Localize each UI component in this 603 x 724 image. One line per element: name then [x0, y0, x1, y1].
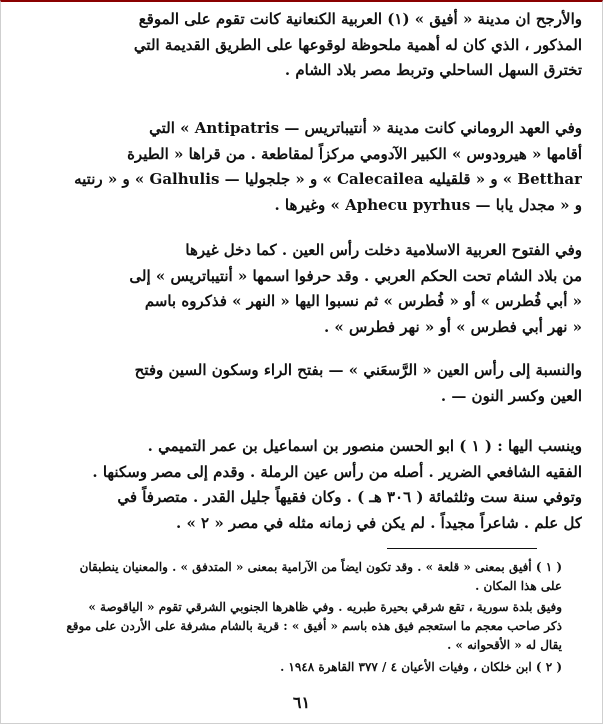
footnote-line: ( ٢ ) ابن خلكان ، وفيات الأعيان ٤ / ٣٧٧ القاهرة ١٩٤٨ . [280, 660, 562, 674]
text-line: المذكور ، الذي كان له أهمية ملحوظة لوقوعها على الطريق القديمة التي [133, 35, 582, 54]
text-line: تخترق السهل الساحلي وتربط مصر بلاد الشام . [284, 61, 582, 79]
text-line: أقامها « هيرودوس » الكبير الآدومي مركزاً لمقاطعة . من قراها « الطيرة [127, 144, 582, 163]
text-line: العين وكسر النون — . [440, 386, 582, 405]
footnote-divider [387, 548, 537, 549]
footnote-line: على هذا المكان . [475, 579, 562, 593]
footnote-2 [23, 658, 562, 677]
footnote-line: وفيق بلدة سورية ، تقع شرقي بحيرة طبريه . وفي ظاهرها الجنوبي الشرقي تقوم « الياقوصة » [88, 600, 562, 614]
text-line: وينسب اليها : ( ١ ) ابو الحسن منصور بن اسماعيل بن عمر التميمي . [147, 437, 582, 455]
text-line: والأرجح ان مدينة « أفيق » (١) العربية الكنعانية كانت تقوم على الموقع [138, 10, 582, 28]
footnote-line: يقال له « الأقحوانه » . [447, 638, 562, 652]
footnote-line: ذكر صاحب معجم ما استعجم فيق هذه باسم « أفيق » : قرية بالشام مشرفة على الأردن على موقع [66, 619, 562, 633]
text-line: Betthar » و « قلقيليه Calecailea » و « جلجوليا — Galhulis » و « رنتيه [74, 170, 582, 188]
text-line: وفي الفتوح العربية الاسلامية دخلت رأس العين . كما دخل غيرها [185, 241, 582, 259]
paragraph-nisba [17, 358, 582, 409]
text-line: « أبي فُطرس » أو « فُطرس » ثم نسبوا اليها « النهر » فذكروه باسم [144, 292, 582, 310]
text-line: وتوفي سنة ست وثلثمائة ( ٣٠٦ هـ ) . وكان فقيهاً جليل القدر . متصرفاً في [117, 488, 582, 506]
paragraph-afiq [17, 7, 582, 84]
footnote-line: ( ١ ) أفيق بمعنى « قلعة » . وقد تكون ايضاً من الآرامية بمعنى « المتدفق » . والمعنيان ينطبقان [79, 560, 562, 574]
text-line: و « مجدل يابا — Aphecu pyrhus » وغيرها . [274, 195, 582, 214]
text-line: من بلاد الشام تحت الحكم العربي . وقد حرفوا اسمها « أنتيباتريس » إلى [129, 266, 582, 285]
text-line: والنسبة إلى رأس العين « الرَّسعَني » — بفتح الراء وسكون السين وفتح [134, 361, 582, 379]
text-line: « نهر أبي فطرس » أو « نهر فطرس » . [323, 317, 582, 336]
paragraph-islamic-conquest [17, 238, 582, 340]
page-number: ٦١ [292, 693, 311, 712]
footnote-1-continued [23, 598, 562, 655]
paragraph-notables [17, 434, 582, 536]
text-line: وفي العهد الروماني كانت مدينة « أنتيباتريس — Antipatris » التي [149, 119, 582, 137]
text-line: كل علم . شاعراً مجيداً . لم يكن في زمانه مثله في مصر « ٢ » . [176, 513, 582, 532]
paragraph-roman-era [17, 116, 582, 218]
footnote-1 [23, 558, 562, 596]
text-line: الفقيه الشافعي الضرير . أصله من رأس عين الرملة . وقدم إلى مصر وسكنها . [92, 462, 582, 481]
